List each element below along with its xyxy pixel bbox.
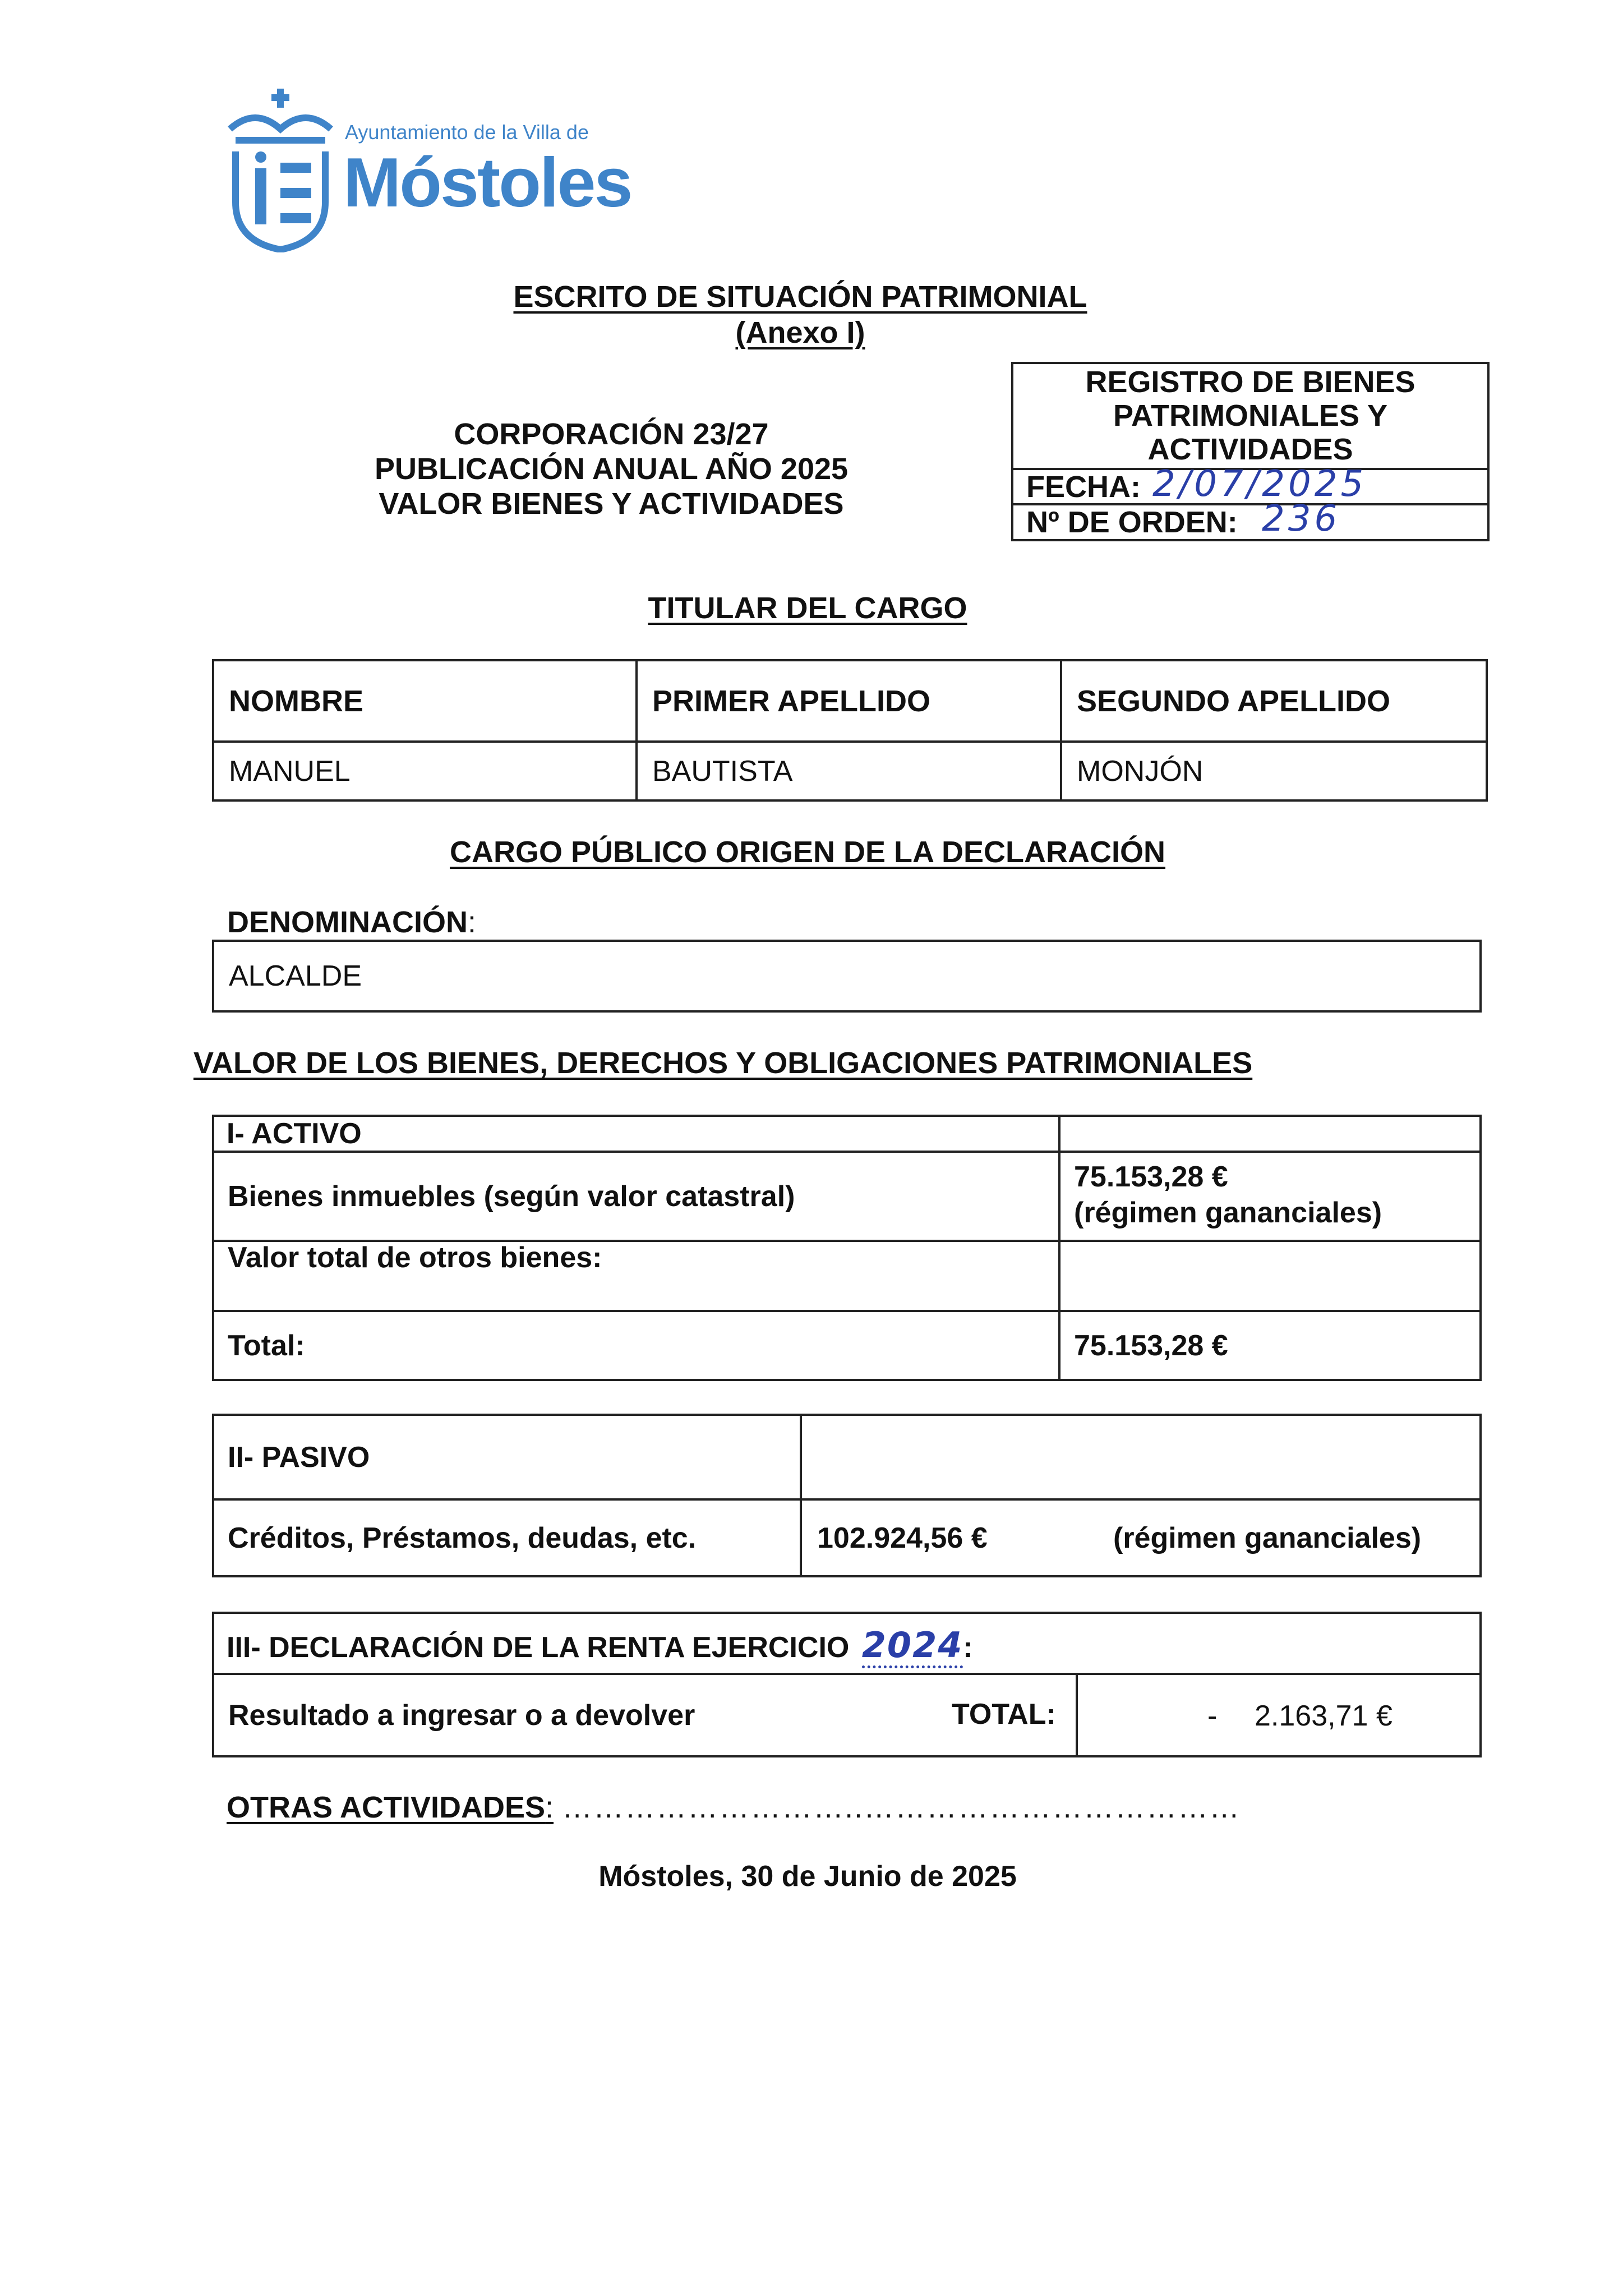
pasivo-title: II- PASIVO: [228, 1441, 370, 1474]
value-primer-apellido: BAUTISTA: [652, 754, 793, 788]
denominacion-value: ALCALDE: [229, 960, 362, 992]
renta-colon: :: [963, 1631, 973, 1664]
value-nombre: MANUEL: [229, 754, 351, 788]
pasivo-label: Créditos, Préstamos, deudas, etc.: [228, 1521, 697, 1554]
publicacion-line: PUBLICACIÓN ANUAL AÑO 2025: [374, 452, 849, 486]
registro-line-3: ACTIVIDADES: [1147, 432, 1353, 466]
valor-bienes-line: VALOR BIENES Y ACTIVIDADES: [379, 487, 844, 521]
activo-bienes-regimen: (régimen gananciales): [1074, 1197, 1382, 1229]
valor-heading: VALOR DE LOS BIENES, DERECHOS Y OBLIGACIONES PATRIMONIALES: [193, 1046, 1253, 1080]
titular-heading: TITULAR DEL CARGO: [648, 591, 967, 625]
pasivo-regimen: (régimen gananciales): [1113, 1521, 1422, 1554]
otras-actividades-label: OTRAS ACTIVIDADES: [227, 1791, 546, 1824]
logo-subtitle: Ayuntamiento de la Villa de: [345, 121, 589, 144]
header-primer-apellido: PRIMER APELLIDO: [652, 684, 931, 718]
corporacion-line: CORPORACIÓN 23/27: [454, 417, 769, 451]
activo-total-value: 75.153,28 €: [1074, 1329, 1228, 1362]
place-and-date: Móstoles, 30 de Junio de 2025: [598, 1860, 1017, 1893]
renta-amount: 2.163,71 €: [1255, 1700, 1393, 1732]
otras-actividades-dots: ………………………..………………………………: [562, 1791, 1241, 1824]
denominacion-label: DENOMINACIÓN: [227, 905, 468, 939]
document-title: ESCRITO DE SITUACIÓN PATRIMONIAL: [513, 280, 1087, 314]
activo-total-label: Total:: [228, 1329, 305, 1362]
renta-total-label: TOTAL:: [952, 1698, 1056, 1731]
fecha-label: FECHA:: [1026, 470, 1141, 504]
otras-actividades-row: [227, 1790, 1241, 1825]
renta-label: Resultado a ingresar o a devolver: [228, 1699, 695, 1732]
denominacion-label-row: [227, 905, 476, 940]
activo-title: I- ACTIVO: [227, 1117, 362, 1150]
renta-sign: -: [1207, 1700, 1218, 1732]
orden-label: Nº DE ORDEN:: [1026, 505, 1238, 539]
otras-actividades-colon: :: [545, 1791, 554, 1824]
renta-year: 2024: [862, 1625, 963, 1668]
activo-bienes-label: Bienes inmuebles (según valor catastral): [228, 1180, 795, 1213]
renta-title-row: [227, 1625, 973, 1665]
coat-of-arms-icon: [224, 84, 336, 252]
registro-line-2: PATRIMONIALES Y: [1113, 399, 1388, 432]
pasivo-amount: 102.924,56 €: [817, 1521, 988, 1554]
header-segundo-apellido: SEGUNDO APELLIDO: [1077, 684, 1391, 718]
registro-line-1: REGISTRO DE BIENES: [1085, 365, 1415, 399]
header-nombre: NOMBRE: [229, 684, 363, 718]
cargo-heading: CARGO PÚBLICO ORIGEN DE LA DECLARACIÓN: [449, 835, 1165, 869]
municipal-logo: [224, 84, 631, 252]
orden-value: 236: [1262, 498, 1341, 540]
value-segundo-apellido: MONJÓN: [1077, 754, 1204, 788]
activo-otros-label: Valor total de otros bienes:: [228, 1241, 602, 1274]
fecha-value: 2/07/2025: [1152, 463, 1367, 505]
renta-title: III- DECLARACIÓN DE LA RENTA EJERCICIO: [227, 1631, 850, 1664]
logo-wordmark: Móstoles: [343, 144, 631, 222]
activo-bienes-value: 75.153,28 €: [1074, 1161, 1228, 1193]
denominacion-colon: :: [468, 905, 477, 939]
document-subtitle: (Anexo I): [735, 316, 865, 349]
